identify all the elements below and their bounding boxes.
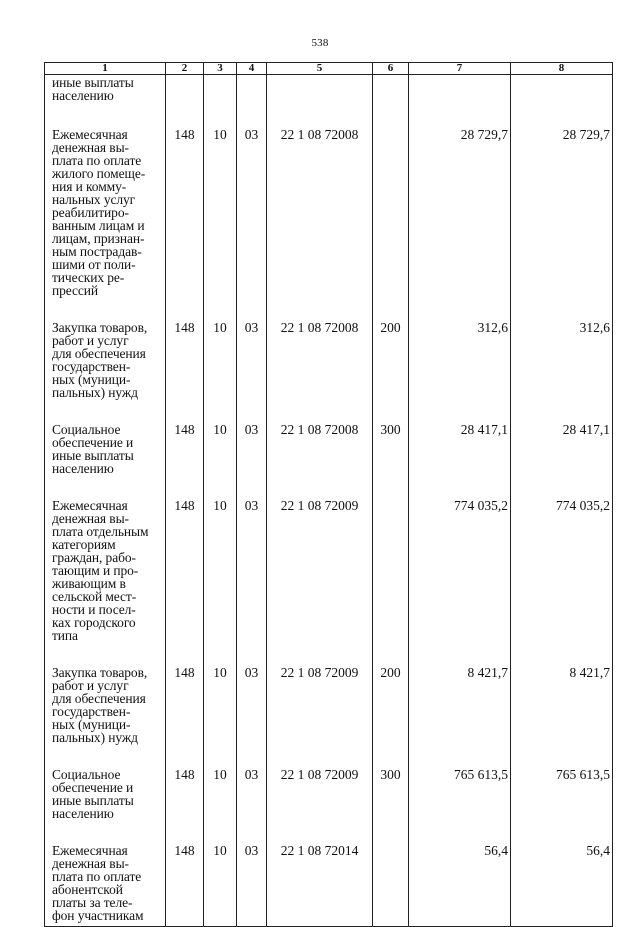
row-section-code: 10 <box>204 487 237 654</box>
row-name: Ежемесячная денежная вы- плата по оплате жилого помеще- ния и комму- нальных услуг реабилитиро- ванным лицам и лицам, признан- ным пострадав- шими от поли- тических ре- прессий <box>45 116 166 309</box>
row-expense-type <box>373 832 409 927</box>
row-amount-8: 8 421,7 <box>511 654 613 756</box>
row-amount-7: 774 035,2 <box>409 487 511 654</box>
row-target-code: 22 1 08 72009 <box>267 756 373 832</box>
column-header-3: 3 <box>204 63 237 75</box>
row-target-code: 22 1 08 72008 <box>267 116 373 309</box>
row-amount-7: 312,6 <box>409 309 511 411</box>
table-row <box>45 116 613 309</box>
row-name: Ежемесячная денежная вы- плата по оплате абонентской платы за теле- фон участникам <box>45 832 166 927</box>
row-section-code: 10 <box>204 654 237 756</box>
row-section-code: 10 <box>204 411 237 487</box>
row-ministry-code: 148 <box>166 487 204 654</box>
row-amount-8: 56,4 <box>511 832 613 927</box>
budget-table <box>44 62 613 927</box>
row-ministry-code: 148 <box>166 116 204 309</box>
table-header-row <box>45 63 613 75</box>
row-subsection-code: 03 <box>237 487 267 654</box>
row-amount-7: 765 613,5 <box>409 756 511 832</box>
row-ministry-code <box>166 75 204 117</box>
row-expense-type <box>373 75 409 117</box>
row-subsection-code: 03 <box>237 309 267 411</box>
row-ministry-code: 148 <box>166 832 204 927</box>
row-section-code <box>204 75 237 117</box>
column-header-5: 5 <box>267 63 373 75</box>
row-amount-8: 28 729,7 <box>511 116 613 309</box>
row-amount-8: 774 035,2 <box>511 487 613 654</box>
row-expense-type <box>373 116 409 309</box>
row-ministry-code: 148 <box>166 309 204 411</box>
column-header-8: 8 <box>511 63 613 75</box>
row-target-code <box>267 75 373 117</box>
column-header-1: 1 <box>45 63 166 75</box>
table-row <box>45 309 613 411</box>
row-section-code: 10 <box>204 832 237 927</box>
row-name: иные выплаты населению <box>45 75 166 117</box>
row-ministry-code: 148 <box>166 654 204 756</box>
row-expense-type: 200 <box>373 654 409 756</box>
row-ministry-code: 148 <box>166 756 204 832</box>
row-amount-7: 56,4 <box>409 832 511 927</box>
page-number: 538 <box>311 37 329 49</box>
row-target-code: 22 1 08 72009 <box>267 487 373 654</box>
row-target-code: 22 1 08 72009 <box>267 654 373 756</box>
column-header-6: 6 <box>373 63 409 75</box>
column-header-7: 7 <box>409 63 511 75</box>
row-expense-type: 300 <box>373 411 409 487</box>
row-amount-8 <box>511 75 613 117</box>
table-row <box>45 756 613 832</box>
row-amount-7 <box>409 75 511 117</box>
row-section-code: 10 <box>204 309 237 411</box>
table-row <box>45 411 613 487</box>
column-header-4: 4 <box>237 63 267 75</box>
row-amount-7: 28 729,7 <box>409 116 511 309</box>
row-subsection-code: 03 <box>237 411 267 487</box>
row-name: Социальное обеспечение и иные выплаты населению <box>45 756 166 832</box>
row-subsection-code <box>237 75 267 117</box>
row-subsection-code: 03 <box>237 756 267 832</box>
table-row <box>45 832 613 927</box>
row-subsection-code: 03 <box>237 832 267 927</box>
row-target-code: 22 1 08 72008 <box>267 309 373 411</box>
row-expense-type: 300 <box>373 756 409 832</box>
row-name: Закупка товаров, работ и услуг для обеспечения государствен- ных (муници- пальных) нужд <box>45 654 166 756</box>
row-subsection-code: 03 <box>237 654 267 756</box>
row-amount-8: 765 613,5 <box>511 756 613 832</box>
row-target-code: 22 1 08 72008 <box>267 411 373 487</box>
column-header-2: 2 <box>166 63 204 75</box>
row-amount-8: 28 417,1 <box>511 411 613 487</box>
row-expense-type <box>373 487 409 654</box>
row-target-code: 22 1 08 72014 <box>267 832 373 927</box>
row-name: Социальное обеспечение и иные выплаты населению <box>45 411 166 487</box>
row-subsection-code: 03 <box>237 116 267 309</box>
row-name: Ежемесячная денежная вы- плата отдельным категориям граждан, рабо- тающим и про- живающим в сельской мест- ности и посел- ках городского типа <box>45 487 166 654</box>
table-row <box>45 487 613 654</box>
row-section-code: 10 <box>204 756 237 832</box>
table-row <box>45 75 613 117</box>
row-amount-7: 28 417,1 <box>409 411 511 487</box>
row-ministry-code: 148 <box>166 411 204 487</box>
row-expense-type: 200 <box>373 309 409 411</box>
row-name: Закупка товаров, работ и услуг для обеспечения государствен- ных (муници- пальных) нужд <box>45 309 166 411</box>
row-amount-7: 8 421,7 <box>409 654 511 756</box>
row-amount-8: 312,6 <box>511 309 613 411</box>
table-row <box>45 654 613 756</box>
row-section-code: 10 <box>204 116 237 309</box>
